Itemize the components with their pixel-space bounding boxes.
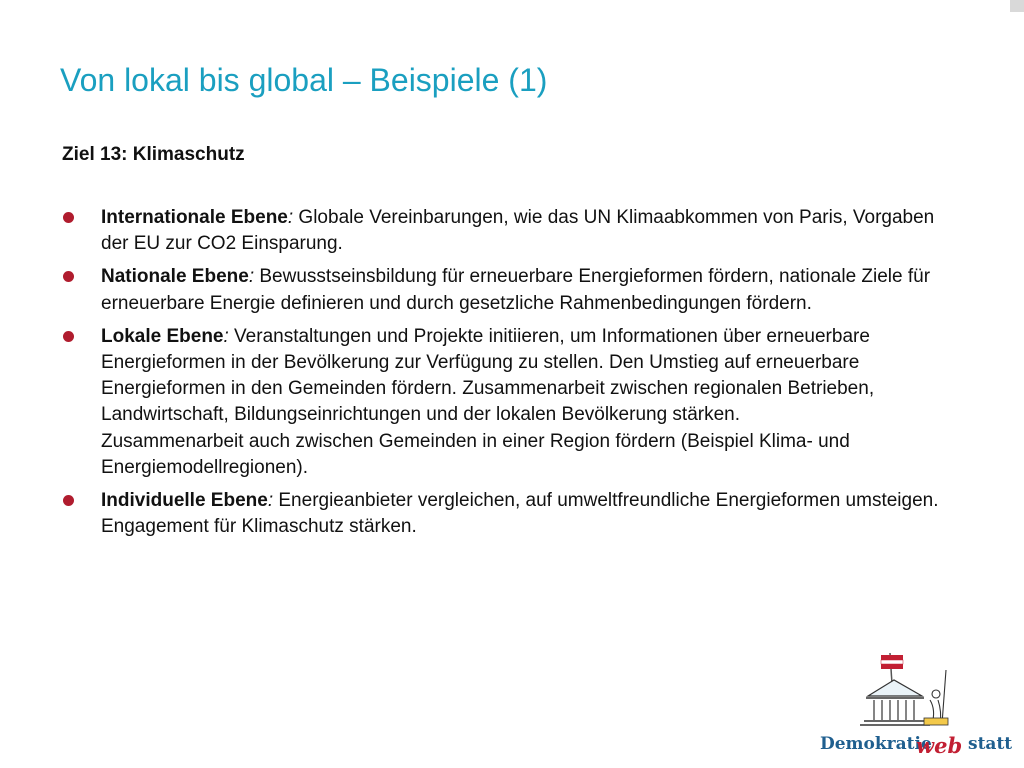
bullet-dot-icon xyxy=(63,331,74,342)
bullet-dot-icon xyxy=(63,212,74,223)
bullet-colon: : xyxy=(267,490,274,512)
bullet-text: Bewusstseinsbildung für erneuerbare Energieformen fördern, nationale Ziele für erneuerbare Energie definieren und durch gesetzliche Rahmenbedingungen fördern. xyxy=(101,266,931,314)
bullet-level-label: Nationale Ebene xyxy=(101,266,249,288)
bullet-level-label: Individuelle Ebene xyxy=(101,490,268,512)
bullet-item-individual xyxy=(62,488,962,540)
logo-text-statt: statt xyxy=(968,734,1013,754)
demokratiewebstatt-logo xyxy=(818,650,1018,762)
logo-text-web: web xyxy=(916,733,963,758)
bullet-text: Globale Vereinbarungen, wie das UN Klimaabkommen von Paris, Vorgaben der EU zur CO2 Einsparung. xyxy=(101,207,935,255)
bullet-level-label: Lokale Ebene xyxy=(101,325,224,347)
bullet-item-international xyxy=(62,205,962,257)
bullet-list xyxy=(62,205,962,547)
corner-mark xyxy=(1010,0,1024,12)
bullet-colon: : xyxy=(248,266,255,288)
bullet-level-label: Internationale Ebene xyxy=(101,207,288,228)
bullet-dot-icon xyxy=(63,271,74,282)
bullet-item-local xyxy=(62,324,962,481)
bullet-text: Veranstaltungen und Projekte initiieren, um Informationen über erneuerbare Energieformen in der Bevölkerung zur Verfügung zu stellen. Den Umstieg auf erneuerbare Energieformen in den Gemeinden fördern. Zusammenarbeit zwischen regionalen Betrieben, Landwirtschaft, Bildungseinrichtungen und der lokalen Bevölkerung stärken. xyxy=(101,325,875,426)
slide-title: Von lokal bis global – Beispiele (1) xyxy=(60,62,548,98)
bullet-text-continued: Zusammenarbeit auch zwischen Gemeinden in einer Region fördern (Beispiel Klima- und Energiemodellregionen). xyxy=(101,430,850,478)
slide-subtitle: Ziel 13: Klimaschutz xyxy=(62,144,245,165)
parliament-building-with-flag-icon xyxy=(860,653,948,725)
bullet-item-national xyxy=(62,264,962,316)
bullet-colon: : xyxy=(287,207,294,228)
bullet-text: Energieanbieter vergleichen, auf umweltfreundliche Energieformen umsteigen. Engagement für Klimaschutz stärken. xyxy=(101,490,939,538)
bullet-colon: : xyxy=(223,325,229,347)
logo-text-demokratie: Demokratie xyxy=(820,734,932,754)
bullet-dot-icon xyxy=(63,495,74,506)
